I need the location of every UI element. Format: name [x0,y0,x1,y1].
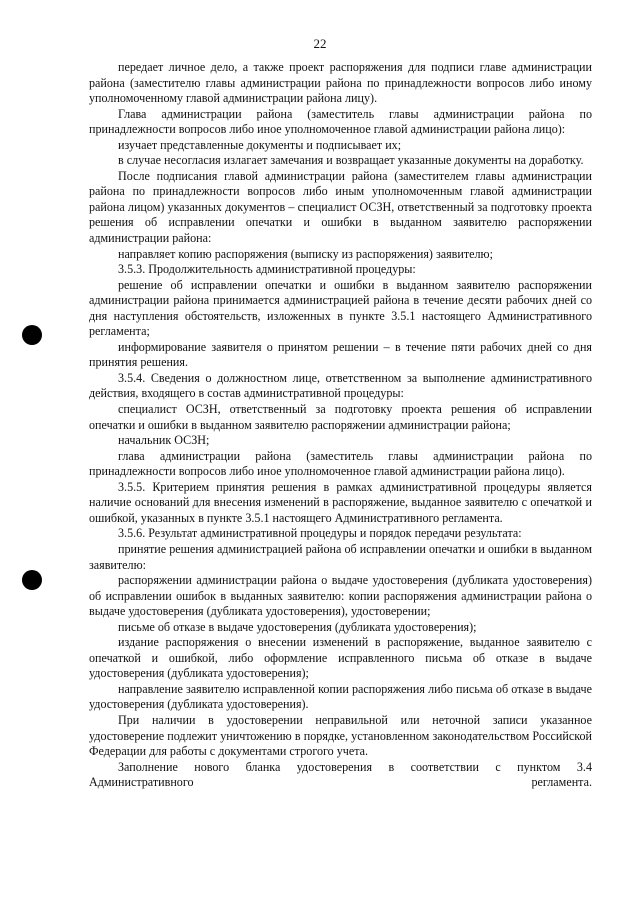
paragraph: глава администрации района (заместитель главы администрации района по принадлежности вопросов либо иное уполномоченное главой администрации района лицо). [89,448,592,479]
paragraph: изучает представленные документы и подписывает их; [118,137,402,152]
section-heading: 3.5.3. Продолжительность административной процедуры: [118,262,416,277]
paragraph: направляет копию распоряжения (выписку из распоряжения) заявителю; [118,246,493,261]
paragraph: Глава администрации района (заместитель главы администрации района по принадлежности вопросов либо иное уполномоченное главой администрации района лицо): [89,106,592,137]
page-number: 22 [313,36,327,51]
paragraph: принятие решения администрацией района об исправлении опечатки и ошибки в выданном заявителю: [89,541,592,572]
paragraph: решение об исправлении опечатки и ошибки в выданном заявителю распоряжении администрации района принимается администрацией района в течение десяти рабочих дней со дня наступления обстоятельств, изложенных в пункте 3.5.1 настоящего Административного регламента; [89,277,592,339]
section-heading: 3.5.4. Сведения о должностном лице, ответственном за выполнение административного действия, входящего в состав административной процедуры: [89,370,592,401]
paragraph: информирование заявителя о принятом решении – в течение пяти рабочих дней со дня принятия решения. [89,339,592,370]
paragraph: передает личное дело, а также проект распоряжения для подписи главе администрации района (заместителю главы администрации района по принадлежности вопросов либо иному уполномоченному главой администрации района лицу). [89,60,592,106]
section-heading: 3.5.6. Результат административной процедуры и порядок передачи результата: [118,526,522,541]
document-body [89,60,592,791]
paragraph: распоряжении администрации района о выдаче удостоверения (дубликата удостоверения) об исправлении ошибок в выданных заявителю: копии распоряжения администрации района о выдаче удостоверения (дубликата удостоверения), удостоверении; [89,573,592,619]
paragraph: письме об отказе в выдаче удостоверения (дубликата удостоверения); [118,619,477,634]
paragraph: При наличии в удостоверении неправильной или неточной записи указанное удостоверение подлежит уничтожению в порядке, установленном законодательством Российской Федерации для работы с документами строгого учета. [89,712,592,759]
paragraph: издание распоряжения о внесении изменений в распоряжение, выданное заявителю с опечаткой и ошибкой, либо оформление исправленного письма об отказе в выдаче удостоверения (дубликата удостоверения); [89,635,592,681]
paragraph: Заполнение нового бланка удостоверения в соответствии с пунктом 3.4 Административного регламента. [89,759,592,790]
paragraph: в случае несогласия излагает замечания и возвращает указанные документы на доработку. [118,153,584,168]
paragraph: специалист ОСЗН, ответственный за подготовку проекта решения об исправлении опечатки и ошибки в выданном заявителю распоряжении администрации района; [89,402,592,432]
punch-hole-mark [22,325,42,345]
punch-hole-mark [22,570,42,590]
paragraph: начальник ОСЗН; [118,433,210,448]
paragraph: направление заявителю исправленной копии распоряжения либо письма об отказе в выдаче удостоверения (дубликата удостоверения). [89,681,592,712]
section-heading: 3.5.5. Критерием принятия решения в рамках административной процедуры является наличие оснований для внесения изменений в распоряжение, выданное заявителю с опечаткой и ошибкой, указанных в пункте 3.5.1 настоящего Административного регламента. [89,479,592,525]
paragraph: После подписания главой администрации района (заместителем главы администрации района по принадлежности вопросов либо иным уполномоченным главой администрации района лицом) указанных документов – специалист ОСЗН, ответственный за подготовку проекта решения об исправлении опечатки и ошибки в выданном заявителю распоряжении администрации района: [89,168,592,246]
